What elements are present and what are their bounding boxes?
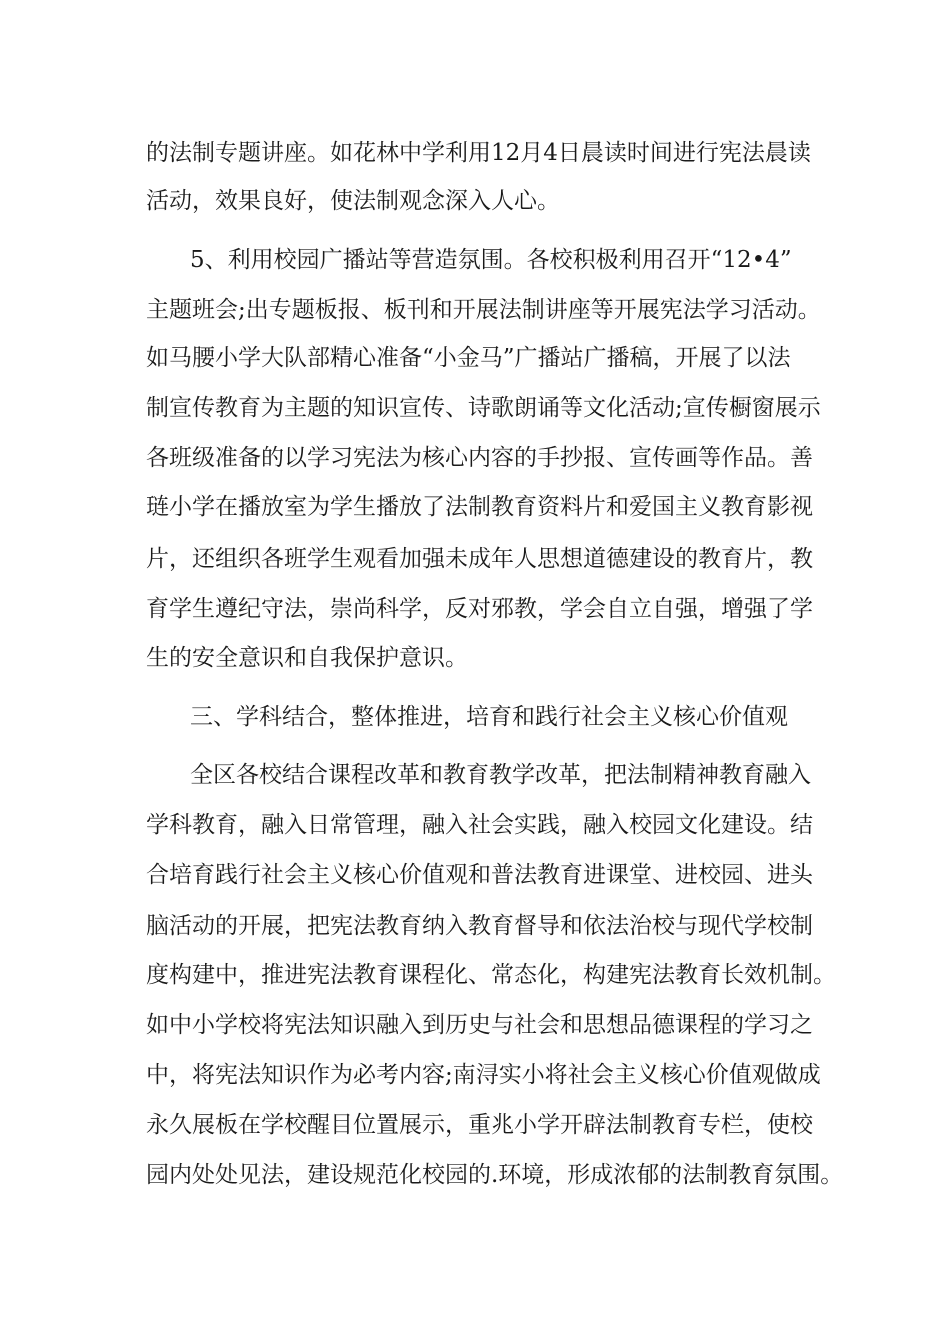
text-line: 学科教育，融入日常管理，融入社会实践，融入校园文化建设。结 (146, 812, 813, 838)
text-line: 制宣传教育为主题的知识宣传、诗歌朗诵等文化活动;宣传橱窗展示 (146, 395, 821, 421)
text-line: 活动，效果良好，使法制观念深入人心。 (146, 188, 560, 214)
text-line: 合培育践行社会主义核心价值观和普法教育进课堂、进校园、进头 (146, 862, 813, 888)
text-line: 片，还组织各班学生观看加强未成年人思想道德建设的教育片，教 (146, 546, 813, 572)
text-line: 如中小学校将宪法知识融入到历史与社会和思想品德课程的学习之 (146, 1012, 813, 1038)
text-line: 各班级准备的以学习宪法为核心内容的手抄报、宣传画等作品。善 (146, 445, 813, 471)
text-line: 琏小学在播放室为学生播放了法制教育资料片和爱国主义教育影视 (146, 494, 813, 520)
text-line: 中，将宪法知识作为必考内容;南浔实小将社会主义核心价值观做成 (146, 1062, 821, 1088)
text-line: 主题班会;出专题板报、板刊和开展法制讲座等开展宪法学习活动。 (146, 297, 821, 323)
text-line: 5、利用校园广播站等营造氛围。各校积极利用召开“12•4” (190, 247, 792, 273)
text-line: 园内处处见法，建设规范化校园的.环境，形成浓郁的法制教育氛围。 (146, 1162, 844, 1188)
text-line: 育学生遵纪守法，崇尚科学，反对邪教，学会自立自强，增强了学 (146, 596, 813, 622)
text-line: 度构建中，推进宪法教育课程化、常态化，构建宪法教育长效机制。 (146, 962, 836, 988)
text-line: 全区各校结合课程改革和教育教学改革，把法制精神教育融入 (190, 762, 811, 788)
text-line: 如马腰小学大队部精心准备“小金马”广播站广播稿，开展了以法 (146, 345, 791, 371)
text-line: 的法制专题讲座。如花林中学利用12月4日晨读时间进行宪法晨读 (146, 140, 811, 166)
text-line: 脑活动的开展，把宪法教育纳入教育督导和依法治校与现代学校制 (146, 913, 813, 939)
text-line: 永久展板在学校醒目位置展示，重兆小学开辟法制教育专栏，使校 (146, 1112, 813, 1138)
text-line: 生的安全意识和自我保护意识。 (146, 645, 468, 671)
section-heading: 三、学科结合，整体推进，培育和践行社会主义核心价值观 (190, 704, 788, 730)
